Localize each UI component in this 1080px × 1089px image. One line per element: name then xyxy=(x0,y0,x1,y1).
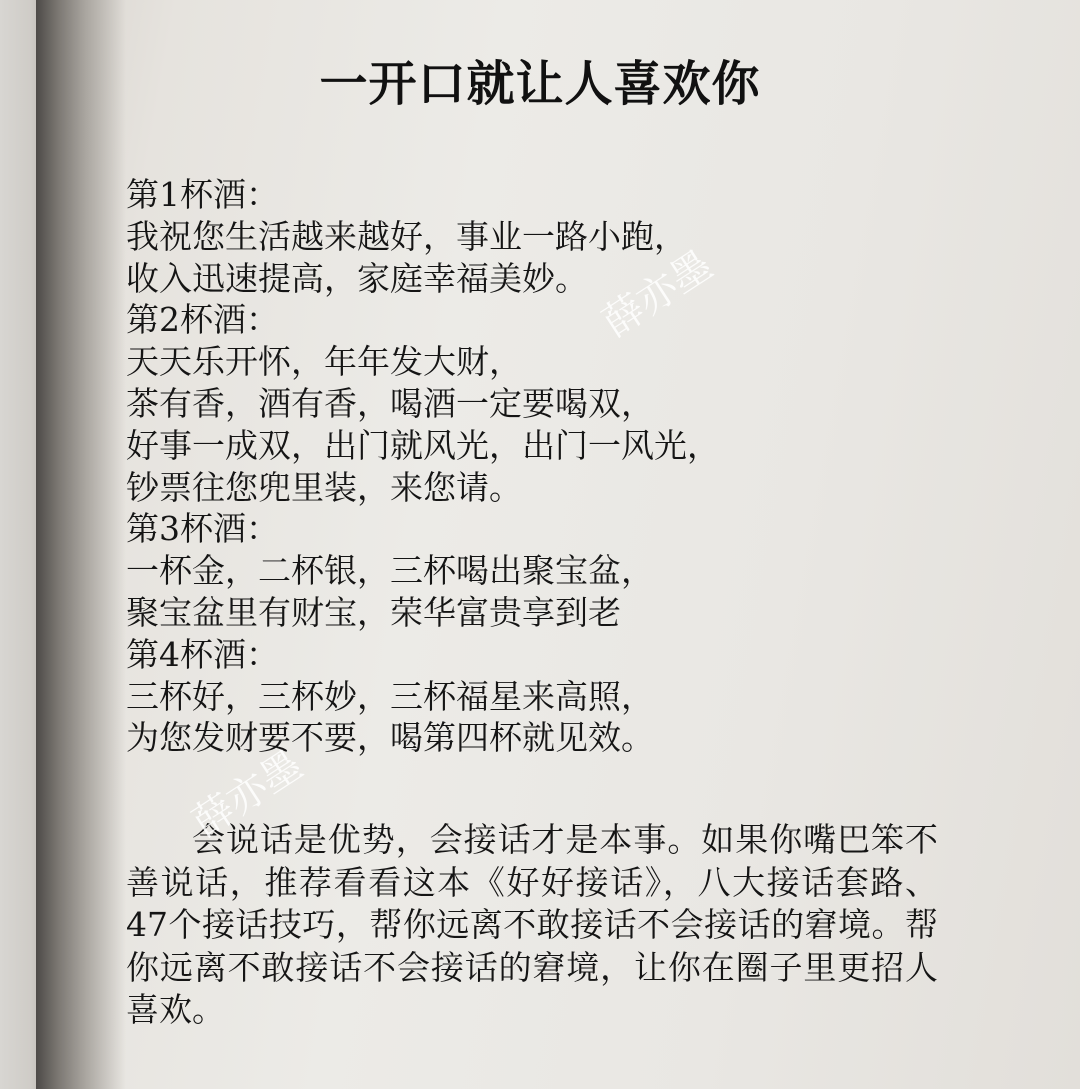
watermark: 薛亦墨 xyxy=(594,242,721,347)
binding-shadow xyxy=(36,0,126,1089)
text-line: 好事一成双，出门就风光，出门一风光， xyxy=(126,425,720,465)
body-text xyxy=(126,174,946,1032)
page-title: 一开口就让人喜欢你 xyxy=(319,56,761,112)
text-line: 钞票往您兜里装，来您请。 xyxy=(126,467,522,507)
heading-cup-2: 第2杯酒： xyxy=(126,300,279,340)
watermark: 薛亦墨 xyxy=(184,742,311,847)
heading-cup-1: 第1杯酒： xyxy=(126,175,279,214)
text-line: 一杯金，二杯银，三杯喝出聚宝盆， xyxy=(126,551,654,591)
text-line: 我祝您生活越来越好，事业一路小跑， xyxy=(126,216,687,256)
text-line: 为您发财要不要，喝第四杯就见效。 xyxy=(126,718,654,758)
text-line: 天天乐开怀，年年发大财， xyxy=(126,342,522,382)
heading-cup-3: 第3杯酒： xyxy=(126,509,279,549)
text-line: 聚宝盆里有财宝，荣华富贵享到老 xyxy=(126,592,621,632)
closing-paragraph: 会说话是优势，会接话才是本事。如果你嘴巴笨不善说话，推荐看看这本《好好接话》，八大接话套路、47个接话技巧，帮你远离不敢接话不会接话的窘境。帮你远离不敢接话不会接话的窘境，让你在圈子里更招人喜欢。 xyxy=(126,820,938,1030)
text-line: 三杯好，三杯妙，三杯福星来高照， xyxy=(126,676,654,716)
text-line: 茶有香，酒有香，喝酒一定要喝双， xyxy=(126,383,654,423)
text-line: 收入迅速提高，家庭幸福美妙。 xyxy=(126,258,588,298)
heading-cup-4: 第4杯酒： xyxy=(126,634,279,674)
